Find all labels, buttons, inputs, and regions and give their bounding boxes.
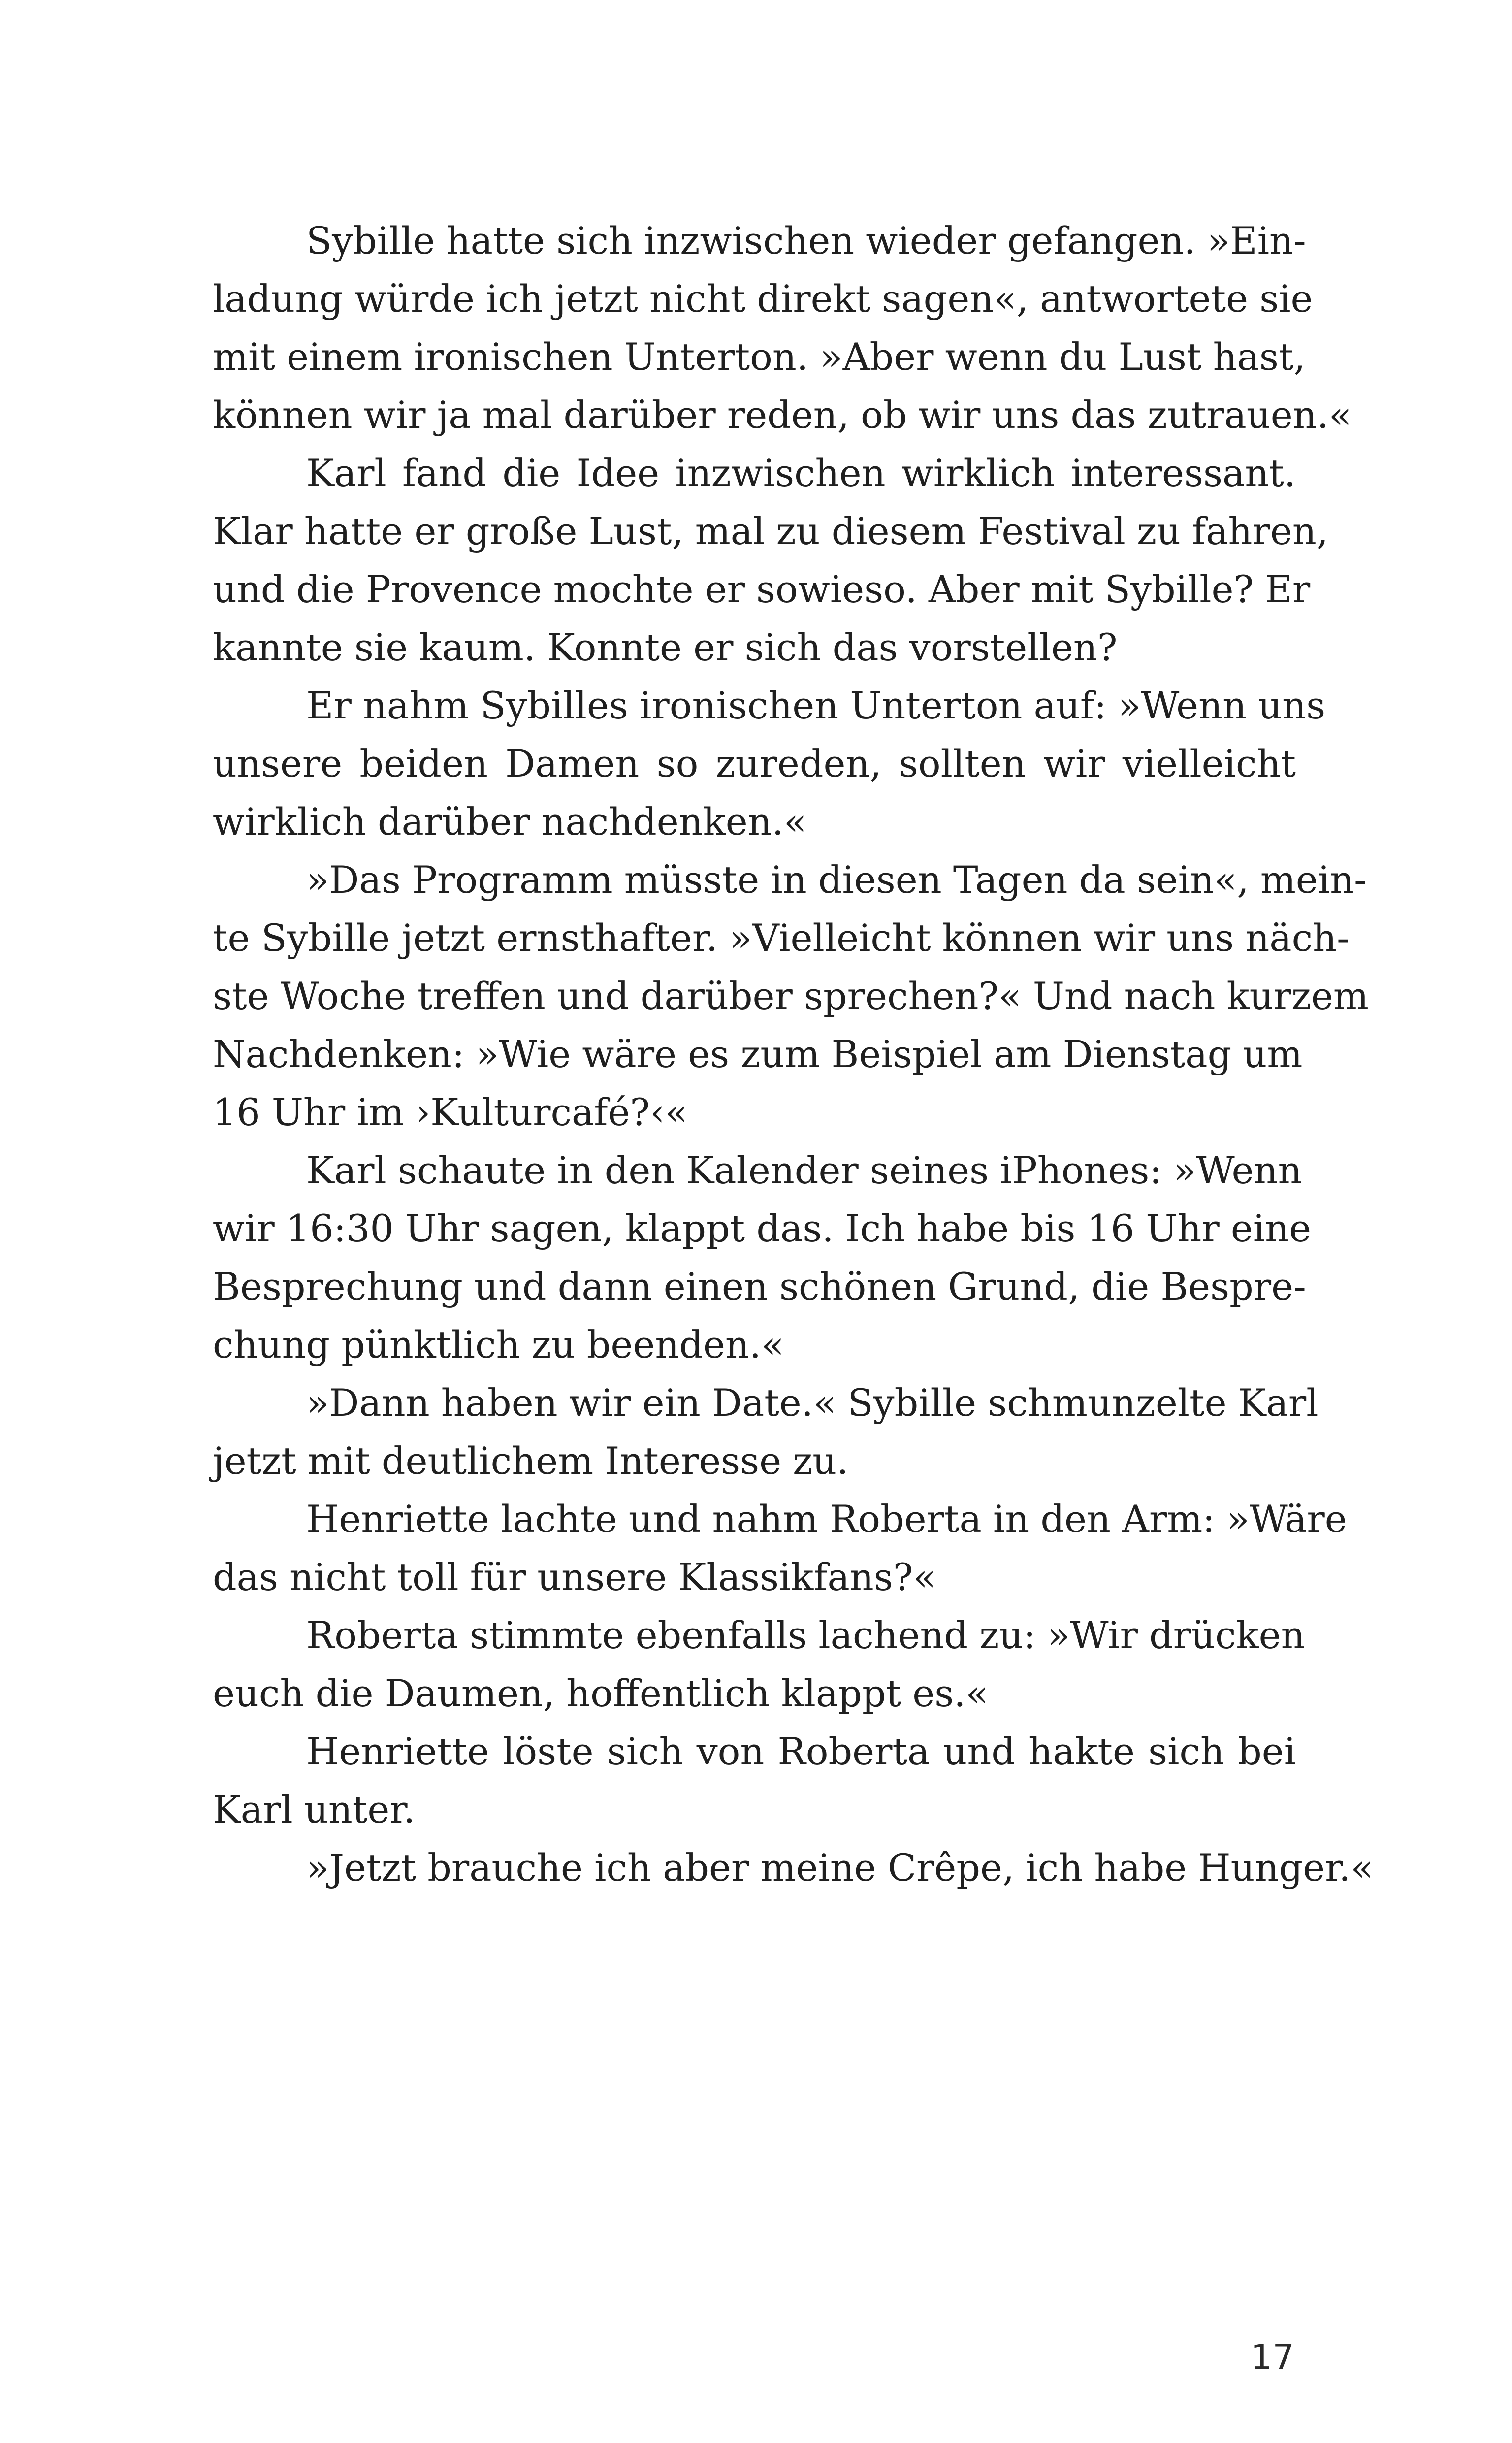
text-line: mit einem ironischen Unterton. »Aber wenn du Lust hast,: [213, 335, 1306, 379]
text-line: ladung würde ich jetzt nicht direkt sagen«, antwortete sie: [213, 277, 1313, 321]
text-line: können wir ja mal darüber reden, ob wir uns das zutrauen.«: [213, 393, 1352, 437]
text-line: wir 16:30 Uhr sagen, klappt das. Ich habe bis 16 Uhr eine: [213, 1206, 1312, 1250]
text-line: Klar hatte er große Lust, mal zu diesem Festival zu fahren,: [213, 509, 1328, 553]
text-line: euch die Daumen, hoffentlich klappt es.«: [213, 1671, 989, 1715]
text-line: jetzt mit deutlichem Interesse zu.: [213, 1439, 849, 1483]
text-line: chung pünktlich zu beenden.«: [213, 1323, 784, 1367]
text-line: Nachdenken: »Wie wäre es zum Beispiel am Dienstag um: [213, 1032, 1303, 1076]
text-line: wirklich darüber nachdenken.«: [213, 800, 807, 844]
text-line: Sybille hatte sich inzwischen wieder gefangen. »Ein-: [306, 219, 1306, 262]
text-line: Karl unter.: [213, 1788, 416, 1831]
text-line: das nicht toll für unsere Klassikfans?«: [213, 1555, 936, 1599]
text-line: »Jetzt brauche ich aber meine Crêpe, ich habe Hunger.«: [306, 1846, 1374, 1889]
text-line: »Das Programm müsste in diesen Tagen da sein«, mein-: [306, 858, 1367, 902]
text-line: Henriette löste sich von Roberta und hakte sich bei: [306, 1729, 1296, 1773]
text-line: 16 Uhr im ›Kulturcafé?‹«: [213, 1090, 688, 1134]
text-line: Karl schaute in den Kalender seines iPhones: »Wenn: [306, 1148, 1302, 1192]
page-number: 17: [1250, 2337, 1294, 2378]
text-line: Besprechung und dann einen schönen Grund, die Bespre-: [213, 1265, 1306, 1308]
text-line: »Dann haben wir ein Date.« Sybille schmunzelte Karl: [306, 1381, 1319, 1425]
text-line: ste Woche treffen und darüber sprechen?« Und nach kurzem: [213, 974, 1369, 1018]
text-line: te Sybille jetzt ernsthafter. »Vielleicht können wir uns näch-: [213, 916, 1350, 960]
text-line: kannte sie kaum. Konnte er sich das vorstellen?: [213, 625, 1118, 669]
book-page-text: [213, 212, 1374, 1897]
text-line: und die Provence mochte er sowieso. Aber mit Sybille? Er: [213, 567, 1311, 611]
text-line: Roberta stimmte ebenfalls lachend zu: »Wir drücken: [306, 1613, 1305, 1657]
text-line: Karl fand die Idee inzwischen wirklich interessant.: [306, 451, 1296, 495]
text-line: unsere beiden Damen so zureden, sollten wir vielleicht: [213, 742, 1296, 785]
text-line: Er nahm Sybilles ironischen Unterton auf: »Wenn uns: [306, 684, 1326, 727]
text-line: Henriette lachte und nahm Roberta in den Arm: »Wäre: [306, 1497, 1347, 1541]
